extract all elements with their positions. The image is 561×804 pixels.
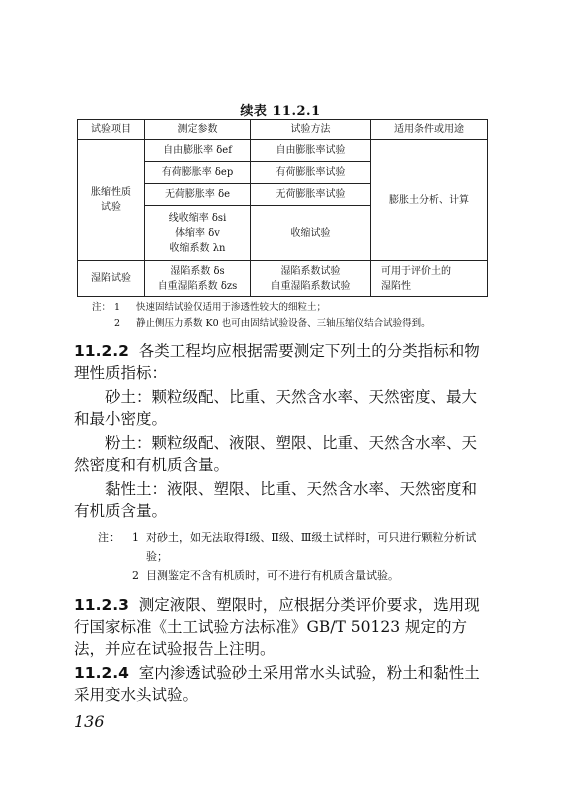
cell-param: 自由膨胀率 δef xyxy=(145,140,251,162)
table-note-2: 2 静止侧压力系数 K0 也可由固结试验设备、三轴压缩仪结合试验得到。 xyxy=(114,318,431,329)
clause-number: 11.2.2 xyxy=(74,342,129,360)
cell-item-collapse: 湿陷试验 xyxy=(78,261,145,297)
cell-shrink-params: 线收缩率 δsi 体缩率 δv 收缩系数 λn xyxy=(145,206,251,261)
cell-use-collapse: 可用于评价土的 湿陷性 xyxy=(371,261,488,297)
cell-param: 有荷膨胀率 δep xyxy=(145,162,251,184)
clause-note-2: 2 目测鉴定不含有机质时，可不进行有机质含量试验。 xyxy=(132,569,399,582)
header-use: 适用条件或用途 xyxy=(371,120,488,140)
header-method: 试验方法 xyxy=(251,120,371,140)
header-parameter: 测定参数 xyxy=(145,120,251,140)
paragraph-silt: 粉土：颗粒级配、液限、塑限、比重、天然含水率、天然密度和有机质含量。 xyxy=(74,434,478,474)
clause-11-2-4 xyxy=(74,662,489,706)
paragraph-clay: 黏性土：液限、塑限、比重、天然含水率、天然密度和有机质含量。 xyxy=(74,480,478,520)
cell-collapse-params: 湿陷系数 δs 自重湿陷系数 δzs xyxy=(145,261,251,297)
header-test-item: 试验项目 xyxy=(78,120,145,140)
test-table xyxy=(77,119,488,297)
table-note-1: 注： 1 快速固结试验仅适用于渗透性较大的细粒土； xyxy=(92,302,327,313)
table-row xyxy=(78,140,488,162)
clause-text: 各类工程均应根据需要测定下列土的分类指标和物理性质指标： xyxy=(74,342,480,382)
cell-use-swell: 膨胀土分析、计算 xyxy=(371,140,488,261)
cell-param: 无荷膨胀率 δe xyxy=(145,184,251,206)
paragraph-sand: 砂土：颗粒级配、比重、天然含水率、天然密度、最大和最小密度。 xyxy=(74,388,478,428)
table-notes xyxy=(92,300,431,332)
table-caption: 续表 11.2.1 xyxy=(240,104,321,119)
clause-text: 测定液限、塑限时，应根据分类评价要求，选用现行国家标准《土工试验方法标准》GB/T 50123 规定的方法，并应在试验报告上注明。 xyxy=(74,596,480,658)
clause-number: 11.2.4 xyxy=(74,664,129,682)
cell-method: 无荷膨胀率试验 xyxy=(251,184,371,206)
clause-11-2-3 xyxy=(74,594,489,660)
clause-number: 11.2.3 xyxy=(74,596,129,614)
table-row xyxy=(78,261,488,297)
clause-notes xyxy=(98,528,488,585)
cell-method: 自由膨胀率试验 xyxy=(251,140,371,162)
cell-method: 收缩试验 xyxy=(251,206,371,261)
cell-collapse-methods: 湿陷系数试验 自重湿陷系数试验 xyxy=(251,261,371,297)
clause-11-2-2 xyxy=(74,340,489,384)
clause-note-1: 注： 1 对砂土，如无法取得Ⅰ级、Ⅱ级、Ⅲ级土试样时，可只进行颗粒分析试验； xyxy=(98,531,477,563)
cell-item-swell-shrink: 胀缩性质 试验 xyxy=(78,140,145,261)
page-number: 136 xyxy=(74,712,105,731)
table-header-row xyxy=(78,120,488,140)
cell-method: 有荷膨胀率试验 xyxy=(251,162,371,184)
clause-text: 室内渗透试验砂土采用常水头试验，粉土和黏性土采用变水头试验。 xyxy=(74,664,480,704)
